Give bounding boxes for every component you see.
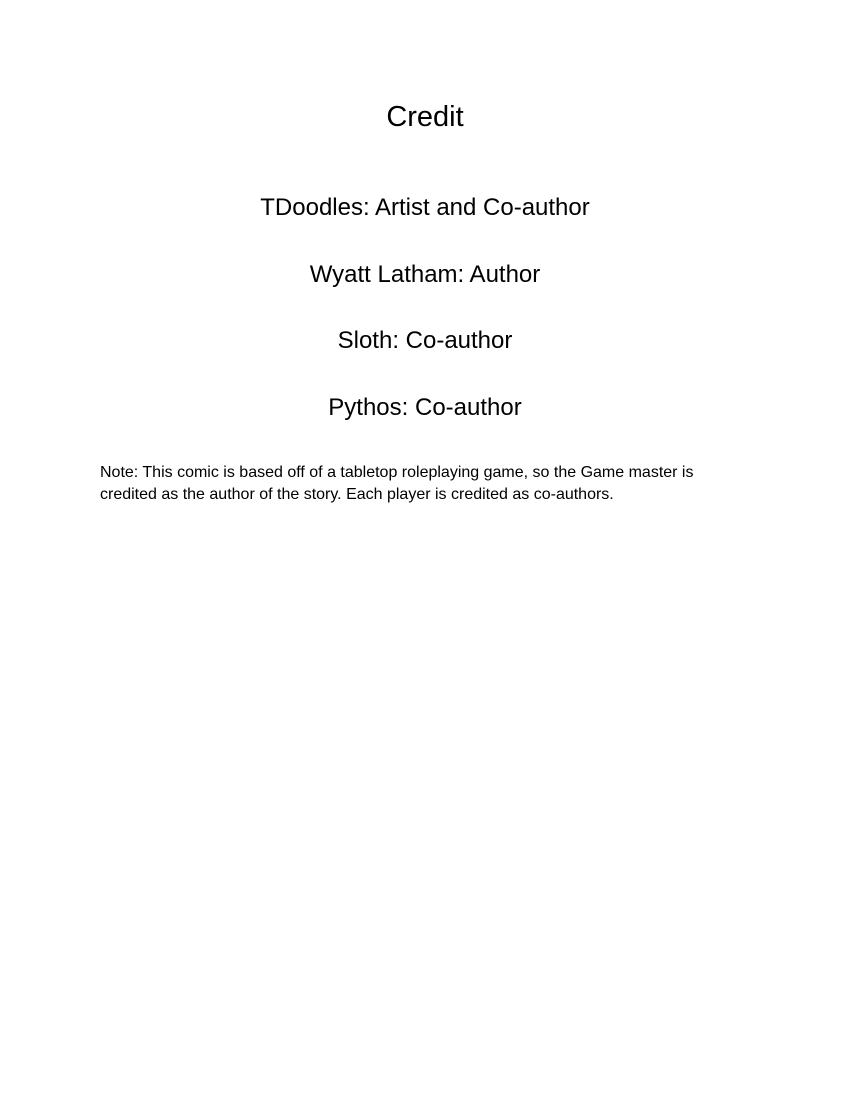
page-title: Credit xyxy=(386,101,464,133)
credit-line-pythos: Pythos: Co-author xyxy=(328,393,522,421)
credit-line-wyatt-latham: Wyatt Latham: Author xyxy=(309,260,541,288)
credit-line-sloth: Sloth: Co-author xyxy=(337,327,513,354)
note-paragraph: Note: This comic is based off of a tabletop roleplaying game, so the Game master is credited as the author of the story. Each player is credited as co-authors. xyxy=(100,464,694,503)
credit-line-tdoodles: TDoodles: Artist and Co-author xyxy=(260,194,590,221)
credits-list xyxy=(0,191,850,457)
